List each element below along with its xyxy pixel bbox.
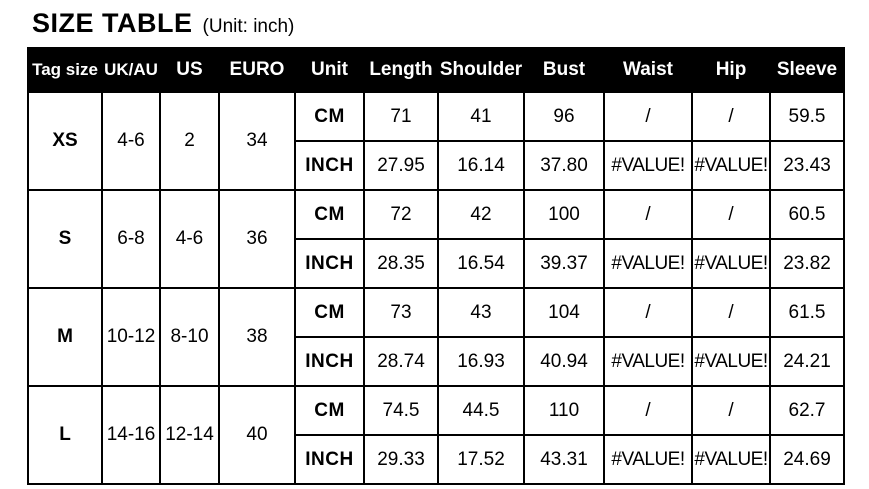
cell-us: 2 (160, 92, 219, 190)
header-unit: Unit (295, 48, 364, 92)
cell-bust-inch: 40.94 (524, 337, 604, 386)
page-title (0, 8, 869, 39)
table-row (28, 92, 844, 141)
cell-hip-inch: #VALUE! (692, 239, 770, 288)
header-tag-size: Tag size (28, 48, 102, 92)
cell-length-cm: 71 (364, 92, 438, 141)
cell-length-inch: 29.33 (364, 435, 438, 484)
cell-waist-cm: / (604, 190, 692, 239)
cell-shoulder-cm: 44.5 (438, 386, 524, 435)
cell-tag-size: S (28, 190, 102, 288)
cell-hip-inch: #VALUE! (692, 337, 770, 386)
cell-bust-inch: 43.31 (524, 435, 604, 484)
table-row (28, 288, 844, 337)
cell-unit-inch: INCH (295, 337, 364, 386)
cell-length-cm: 72 (364, 190, 438, 239)
cell-length-inch: 28.74 (364, 337, 438, 386)
cell-tag-size: M (28, 288, 102, 386)
cell-uk-au: 14-16 (102, 386, 160, 484)
table-row (28, 386, 844, 435)
header-euro: EURO (219, 48, 295, 92)
header-hip: Hip (692, 48, 770, 92)
cell-tag-size: XS (28, 92, 102, 190)
table-header (28, 48, 844, 92)
cell-sleeve-cm: 61.5 (770, 288, 844, 337)
cell-bust-cm: 110 (524, 386, 604, 435)
header-shoulder: Shoulder (438, 48, 524, 92)
cell-length-inch: 27.95 (364, 141, 438, 190)
cell-us: 12-14 (160, 386, 219, 484)
cell-hip-inch: #VALUE! (692, 141, 770, 190)
header-us: US (160, 48, 219, 92)
cell-hip-cm: / (692, 386, 770, 435)
cell-bust-inch: 37.80 (524, 141, 604, 190)
table-row (28, 190, 844, 239)
cell-unit-cm: CM (295, 190, 364, 239)
cell-sleeve-inch: 23.82 (770, 239, 844, 288)
cell-bust-cm: 96 (524, 92, 604, 141)
header-length: Length (364, 48, 438, 92)
cell-waist-inch: #VALUE! (604, 337, 692, 386)
cell-shoulder-cm: 42 (438, 190, 524, 239)
cell-hip-cm: / (692, 92, 770, 141)
cell-bust-cm: 104 (524, 288, 604, 337)
cell-waist-inch: #VALUE! (604, 435, 692, 484)
cell-waist-inch: #VALUE! (604, 239, 692, 288)
cell-hip-cm: / (692, 190, 770, 239)
cell-shoulder-inch: 16.54 (438, 239, 524, 288)
page-title-unit-note: (Unit: inch) (202, 16, 295, 37)
header-waist: Waist (604, 48, 692, 92)
cell-unit-inch: INCH (295, 435, 364, 484)
cell-uk-au: 6-8 (102, 190, 160, 288)
cell-length-cm: 73 (364, 288, 438, 337)
cell-waist-cm: / (604, 288, 692, 337)
cell-shoulder-inch: 17.52 (438, 435, 524, 484)
cell-sleeve-cm: 59.5 (770, 92, 844, 141)
cell-sleeve-inch: 24.69 (770, 435, 844, 484)
cell-sleeve-cm: 60.5 (770, 190, 844, 239)
cell-shoulder-inch: 16.93 (438, 337, 524, 386)
cell-unit-inch: INCH (295, 239, 364, 288)
cell-unit-cm: CM (295, 288, 364, 337)
cell-euro: 40 (219, 386, 295, 484)
header-bust: Bust (524, 48, 604, 92)
cell-euro: 36 (219, 190, 295, 288)
cell-euro: 34 (219, 92, 295, 190)
cell-hip-inch: #VALUE! (692, 435, 770, 484)
cell-sleeve-cm: 62.7 (770, 386, 844, 435)
cell-waist-inch: #VALUE! (604, 141, 692, 190)
header-row (28, 48, 844, 92)
cell-euro: 38 (219, 288, 295, 386)
cell-tag-size: L (28, 386, 102, 484)
cell-hip-cm: / (692, 288, 770, 337)
cell-shoulder-inch: 16.14 (438, 141, 524, 190)
cell-shoulder-cm: 41 (438, 92, 524, 141)
cell-length-inch: 28.35 (364, 239, 438, 288)
cell-waist-cm: / (604, 92, 692, 141)
header-sleeve: Sleeve (770, 48, 844, 92)
cell-bust-inch: 39.37 (524, 239, 604, 288)
cell-us: 8-10 (160, 288, 219, 386)
cell-uk-au: 4-6 (102, 92, 160, 190)
cell-waist-cm: / (604, 386, 692, 435)
cell-us: 4-6 (160, 190, 219, 288)
cell-shoulder-cm: 43 (438, 288, 524, 337)
page-title-main: SIZE TABLE (32, 8, 193, 38)
size-table (27, 47, 845, 485)
cell-unit-cm: CM (295, 92, 364, 141)
table-body (28, 92, 844, 484)
cell-bust-cm: 100 (524, 190, 604, 239)
cell-unit-inch: INCH (295, 141, 364, 190)
cell-uk-au: 10-12 (102, 288, 160, 386)
cell-sleeve-inch: 24.21 (770, 337, 844, 386)
cell-sleeve-inch: 23.43 (770, 141, 844, 190)
cell-length-cm: 74.5 (364, 386, 438, 435)
cell-unit-cm: CM (295, 386, 364, 435)
header-uk-au: UK/AU (102, 48, 160, 92)
